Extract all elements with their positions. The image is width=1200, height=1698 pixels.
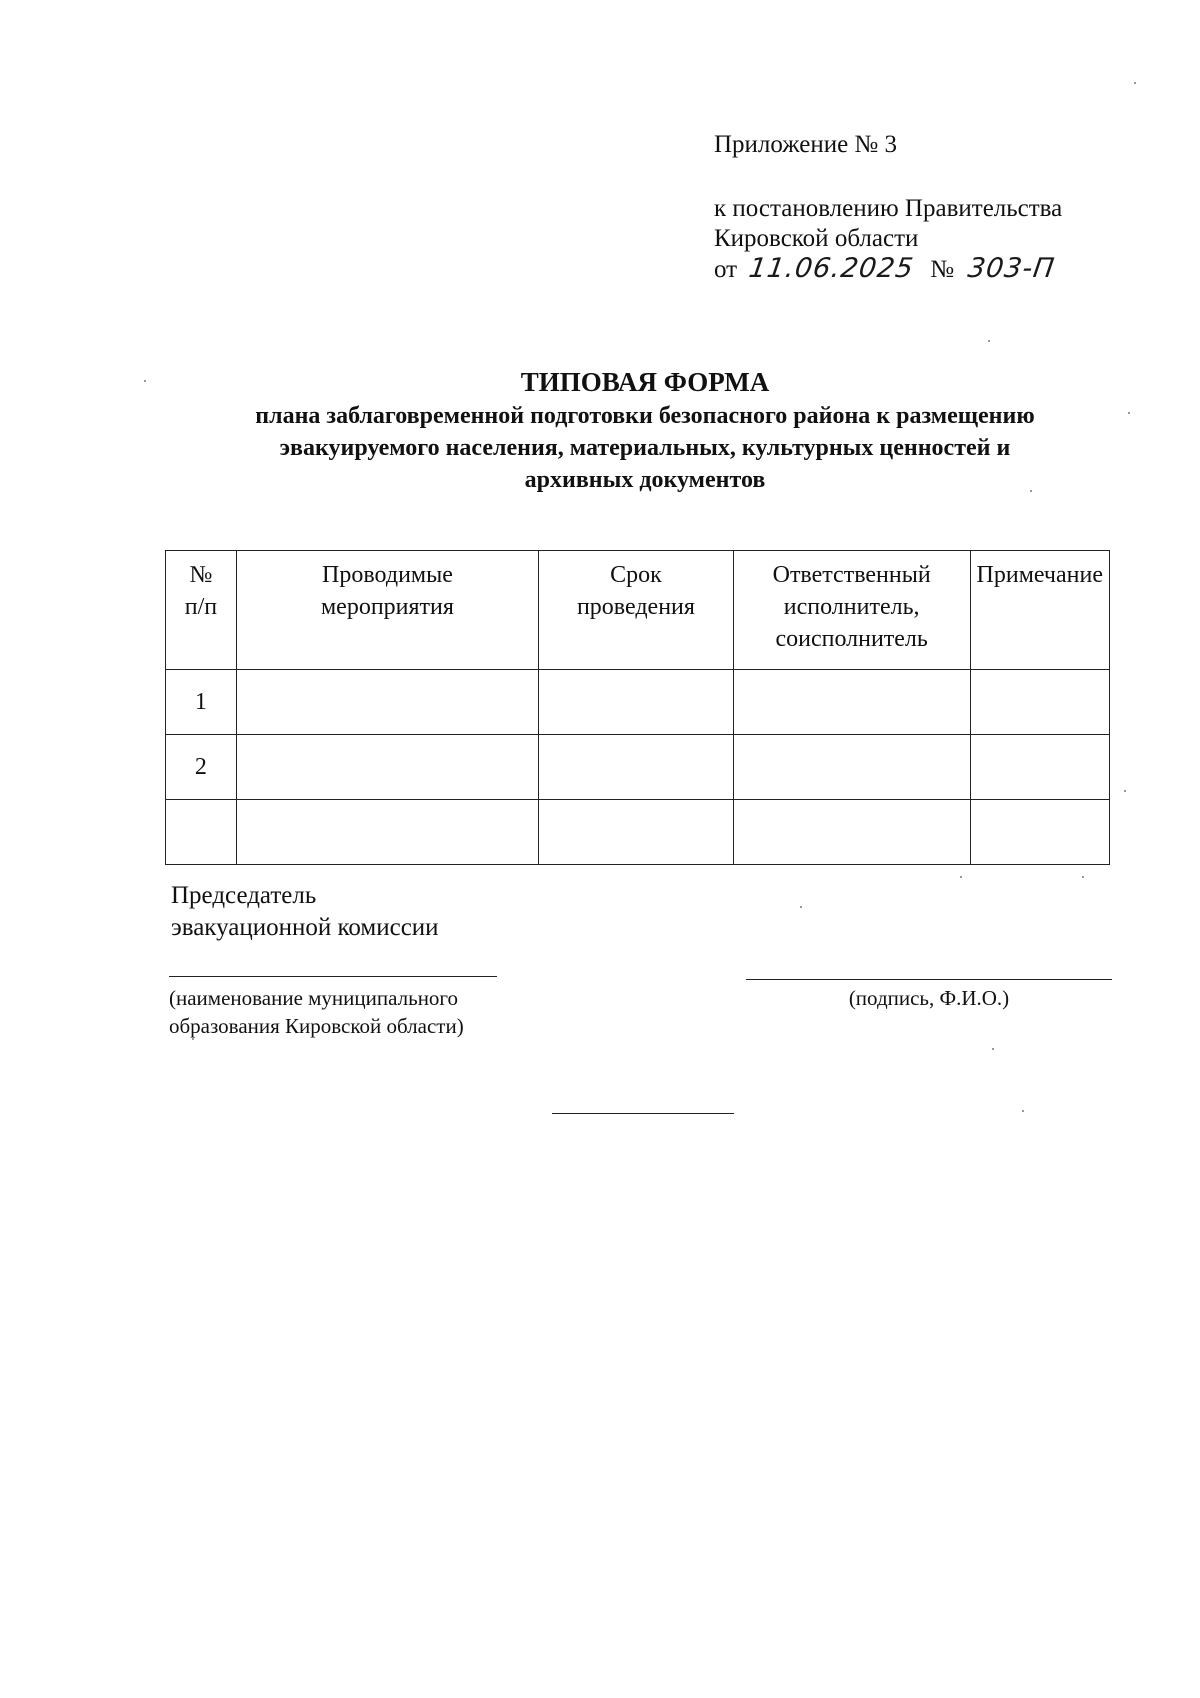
cell-number: 1	[166, 670, 237, 735]
scan-speck	[1124, 790, 1126, 792]
cell-note	[970, 735, 1109, 800]
handwritten-number: 303-П	[966, 253, 1058, 284]
chairman-title: Председатель	[171, 882, 317, 909]
cell-deadline	[539, 800, 734, 865]
handwritten-date: 11.06.2025	[747, 253, 917, 284]
cell-deadline	[539, 735, 734, 800]
scan-speck	[1022, 1110, 1024, 1112]
table-header-row	[166, 551, 1110, 670]
header-note: Примечание	[970, 551, 1109, 670]
title-sub-line-1: плана заблаговременной подготовки безопасного района к размещению	[255, 403, 1035, 429]
number-prefix: №	[930, 256, 955, 283]
signature-line	[746, 979, 1112, 980]
cell-responsible	[733, 670, 970, 735]
scan-speck	[1134, 82, 1136, 84]
scan-speck	[1082, 876, 1084, 878]
municipality-line	[169, 976, 497, 977]
cell-activities	[236, 735, 538, 800]
header-responsible: Ответственный исполнитель, соисполнитель	[733, 551, 970, 670]
document-title	[160, 366, 1130, 496]
cell-note	[970, 800, 1109, 865]
cell-responsible	[733, 800, 970, 865]
title-sub-line-3: архивных документов	[524, 467, 766, 493]
cell-activities	[236, 670, 538, 735]
appendix-reference: к постановлению Правительства	[714, 195, 1063, 222]
appendix-region: Кировской области	[714, 225, 919, 252]
header-deadline: Срок проведения	[539, 551, 734, 670]
scan-speck	[192, 1038, 194, 1040]
signature-caption: (подпись, Ф.И.О.)	[848, 986, 1010, 1010]
chairman-commission: эвакуационной комиссии	[171, 914, 439, 941]
cell-responsible	[733, 735, 970, 800]
end-separator-line	[552, 1113, 734, 1114]
header-activities: Проводимые мероприятия	[236, 551, 538, 670]
chairman-block	[171, 880, 439, 944]
cell-deadline	[539, 670, 734, 735]
cell-number	[166, 800, 237, 865]
from-prefix: от	[714, 256, 738, 283]
header-number: № п/п	[166, 551, 237, 670]
appendix-date-line	[714, 254, 1062, 285]
scan-speck	[988, 340, 990, 342]
scan-speck	[992, 1048, 994, 1050]
plan-table	[165, 550, 1110, 865]
table-row	[166, 735, 1110, 800]
scan-speck	[144, 380, 146, 382]
cell-activities	[236, 800, 538, 865]
appendix-number: Приложение № 3	[714, 131, 898, 158]
municipality-caption	[169, 984, 464, 1040]
municipality-caption-line-1: (наименование муниципального	[169, 986, 459, 1010]
title-subtitle	[160, 400, 1130, 496]
table-row	[166, 800, 1110, 865]
municipality-caption-line-2: образования Кировской области)	[169, 1014, 464, 1038]
table-row	[166, 670, 1110, 735]
cell-note	[970, 670, 1109, 735]
scan-speck	[1030, 490, 1032, 492]
cell-number: 2	[166, 735, 237, 800]
scan-speck	[960, 876, 962, 878]
appendix-block	[714, 130, 1062, 285]
scan-speck	[800, 906, 802, 908]
title-main: ТИПОВАЯ ФОРМА	[520, 367, 770, 397]
scan-speck	[1128, 412, 1130, 414]
title-sub-line-2: эвакуируемого населения, материальных, культурных ценностей и	[279, 435, 1011, 461]
